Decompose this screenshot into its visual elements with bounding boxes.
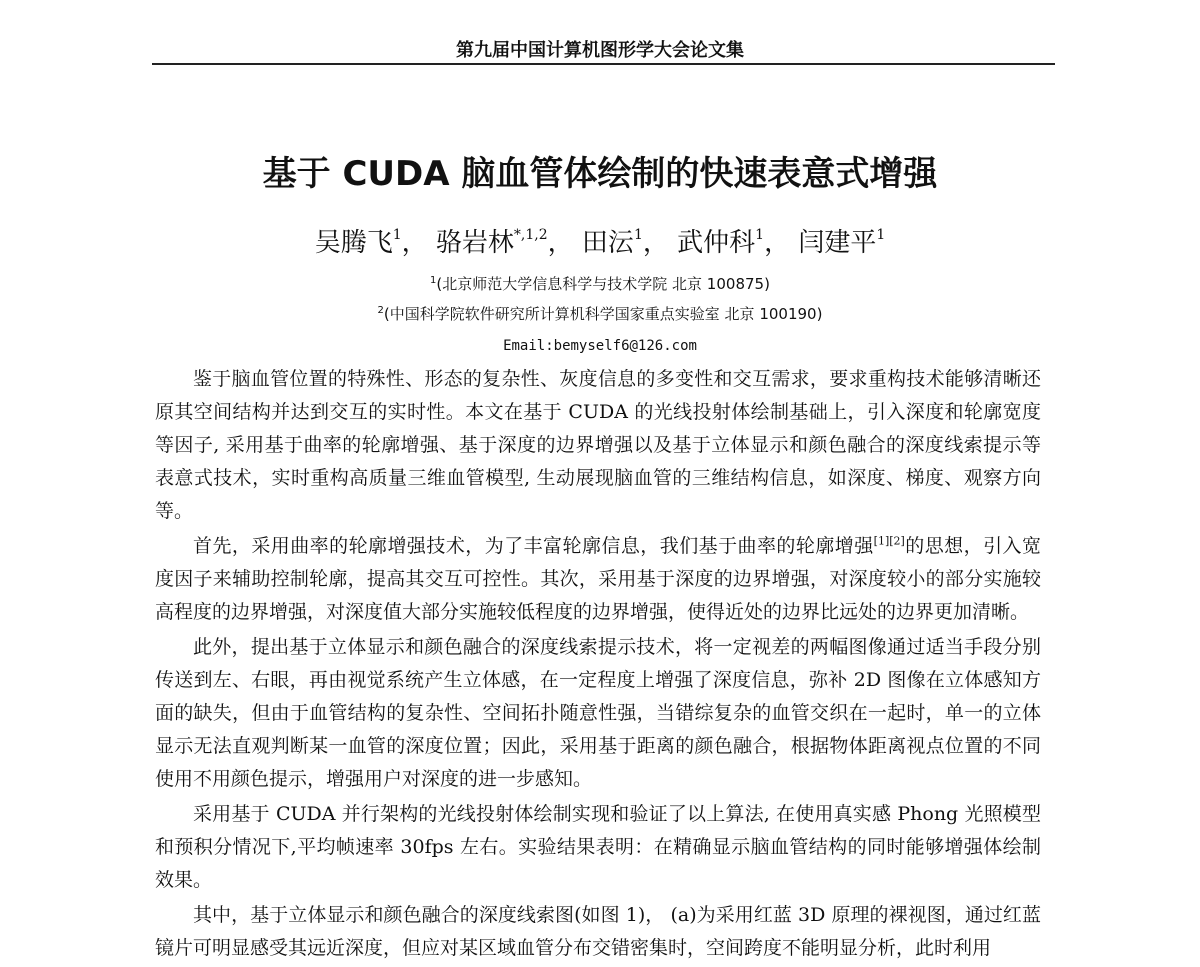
author-affiliation-mark: 1 — [392, 227, 402, 243]
separator: ， — [547, 228, 574, 258]
affiliation-text: (中国科学院软件研究所计算机科学国家重点实验室 北京 100190) — [383, 305, 823, 323]
author-name: 武仲科 — [677, 228, 756, 258]
contact-email: Email:bemyself6@126.com — [503, 338, 697, 354]
citation: [1][2] — [873, 534, 905, 548]
author-name: 田沄 — [581, 228, 634, 258]
paragraph: 鉴于脑血管位置的特殊性、形态的复杂性、灰度信息的多变性和交互需求，要求重构技术能够清晰还原其空间结构并达到交互的实时性。本文在基于 CUDA 的光线投射体绘制基础上，引入深度和轮廓宽度等因子, 采用基于曲率的轮廓增强、基于深度的边界增强以及基于立体显示和颜色融合的深度线索提示等表意式技术，实时重构高质量三维血管模型, 生动展现脑血管的三维结构信息，如深度、梯度、观察方向等。 — [155, 368, 1041, 522]
paragraph — [155, 530, 1041, 629]
paper-title: 基于 CUDA 脑血管体绘制的快速表意式增强 — [262, 154, 938, 194]
paragraph-text: 首先，采用曲率的轮廓增强技术，为了丰富轮廓信息，我们基于曲率的轮廓增强 — [193, 535, 874, 557]
author-affiliation-mark: 1 — [633, 227, 643, 243]
separator: ， — [401, 228, 428, 258]
author-affiliation-mark: *,1,2 — [513, 227, 548, 243]
paragraph: 其中，基于立体显示和颜色融合的深度线索图(如图 1)， (a)为采用红蓝 3D 原理的裸视图，通过红蓝镜片可明显感受其远近深度，但应对某区域血管分布交错密集时，空间跨度不能明显分析，此时利用 — [155, 904, 1041, 959]
separator: ， — [642, 228, 669, 258]
paragraph: 此外，提出基于立体显示和颜色融合的深度线索提示技术，将一定视差的两幅图像通过适当手段分别传送到左、右眼，再由视觉系统产生立体感，在一定程度上增强了深度信息，弥补 2D 图像在立体感知方面的缺失，但由于血管结构的复杂性、空间拓扑随意性强，当错综复杂的血管交织在一起时，单一的立体显示无法直观判断某一血管的深度位置；因此，采用基于距离的颜色融合，根据物体距离视点位置的不同使用不用颜色提示，增强用户对深度的进一步感知。 — [155, 636, 1041, 790]
affiliation-text: (北京师范大学信息科学与技术学院 北京 100875) — [436, 275, 770, 293]
paragraph: 采用基于 CUDA 并行架构的光线投射体绘制实现和验证了以上算法, 在使用真实感 Phong 光照模型和预积分情况下,平均帧速率 30fps 左右。实验结果表明：在精确显示脑血管结构的同时能够增强体绘制效果。 — [155, 803, 1041, 891]
author-affiliation-mark: 1 — [755, 227, 765, 243]
paragraph-text: 的思想，引入宽度因子来辅助控制轮廓，提高其交互可控性。其次，采用基于深度的边界增强，对深度较小的部分实施较高程度的边界增强，对深度值大部分实施较低程度的边界增强，使得近处的边界比远处的边界更加清晰。 — [155, 535, 1041, 623]
abstract-body — [155, 363, 1041, 967]
affiliation-1 — [0, 273, 1200, 294]
affiliation-mark: 2 — [377, 305, 384, 316]
running-head: 第九届中国计算机图形学大会论文集 — [456, 40, 744, 61]
author-name: 闫建平 — [798, 228, 877, 258]
affiliation-mark: 1 — [430, 275, 437, 286]
author-name: 骆岩林 — [435, 228, 514, 258]
author-name: 吴腾飞 — [314, 228, 393, 258]
author-list — [0, 222, 1200, 259]
author-affiliation-mark: 1 — [876, 227, 886, 243]
header-rule — [152, 63, 1055, 65]
affiliation-2 — [0, 303, 1200, 324]
separator: ， — [764, 228, 791, 258]
